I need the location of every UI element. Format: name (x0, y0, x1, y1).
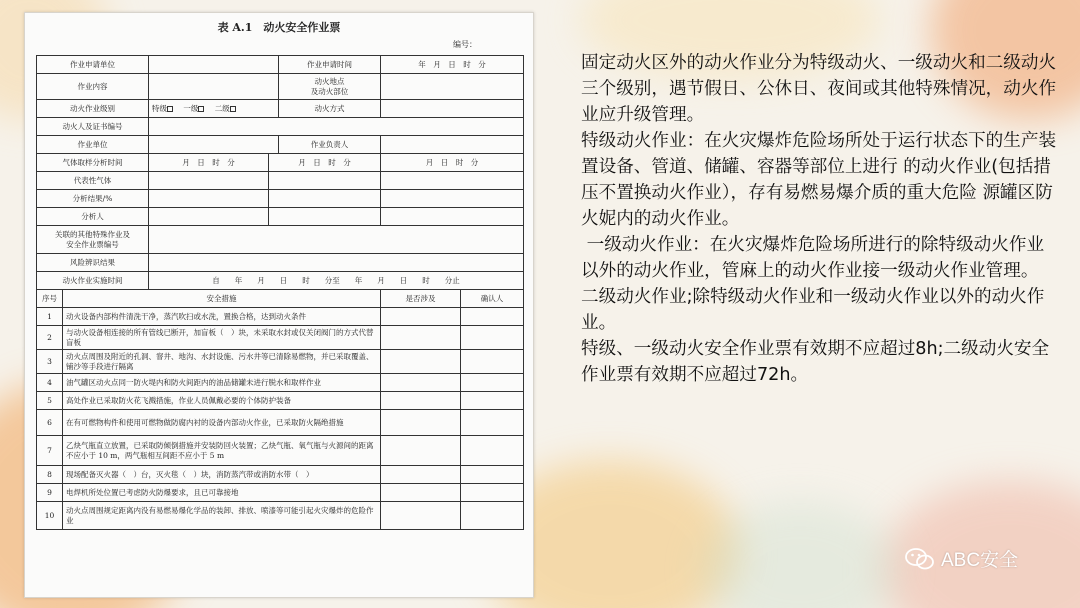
explanation-text (581, 50, 1061, 388)
permit-document (24, 12, 534, 598)
table-row: 8 现场配备灭火器（ ）台，灭火毯（ ）块，消防蒸汽带或消防水带（ ） (37, 466, 524, 484)
table-row: 风险辨识结果 (37, 254, 524, 272)
table-row: 4 油气罐区动火点同一防火堤内和防火间距内的油品储罐未进行脱水和取样作业 (37, 374, 524, 392)
bg-blob (880, 480, 1080, 608)
table-row: 动火作业实施时间 自 年 月 日 时 分至 年 月 日 时 分止 (37, 272, 524, 290)
paragraph-special: 特级动火作业：在火灾爆炸危险场所处于运行状态下的生产装置设备、管道、储罐、容器等部位上进行 的动火作业(包括措压不置换动火作业），存有易燃易爆介质的重大危险 源罐区防火妮内的动火作业。 (581, 131, 1057, 229)
table-header-row: 序号 安全措施 是否涉及 确认人 (37, 290, 524, 308)
table-row: 1 动火设备内部构件清洗干净，蒸汽吹扫或水洗，置换合格，达到动火条件 (37, 308, 524, 326)
permit-form-table (36, 55, 524, 530)
watermark-label: ABC安全 (941, 550, 1019, 571)
table-row: 9 电焊机所处位置已考虑防火防爆要求，且已可靠接地 (37, 484, 524, 502)
table-row: 10 动火点周围规定距离内没有易燃易爆化学品的装卸、排放、喷漆等可能引起火灾爆炸的危险作业 (37, 502, 524, 530)
wechat-icon (905, 548, 935, 570)
document-number-label: 编号： (453, 40, 477, 49)
table-row: 分析人 (37, 208, 524, 226)
table-row: 代表性气体 (37, 172, 524, 190)
measures-body (37, 308, 524, 530)
table-row: 关联的其他特殊作业及 安全作业票编号 (37, 226, 524, 254)
table-row: 作业申请单位 作业申请时间 年 月 日 时 分 (37, 56, 524, 74)
table-row: 动火作业级别 特级 一级 二级 动火方式 (37, 100, 524, 118)
checkbox-icon (167, 106, 173, 112)
table-row: 3 动火点周围及附近的孔洞、窨井、地沟、水封设施、污水井等已清除易燃物，并已采取覆盖、铺沙等手段进行隔离 (37, 350, 524, 374)
paragraph-validity: 特级、一级动火安全作业票有效期不应超过8h;二级动火安全作业票有效期不应超过72h。 (581, 339, 1050, 385)
table-row: 7 乙炔气瓶直立放置，已采取防倾倒措施并安装防回火装置；乙炔气瓶、氧气瓶与火源间的距离不应小于 10 m，两气瓶相互间距不应小于 5 m (37, 436, 524, 466)
paragraph-second-level: 二级动火作业;除特级动火作业和一级动火作业以外的动火作业。 (581, 287, 1045, 333)
checkbox-icon (198, 106, 204, 112)
table-row: 气体取样分析时间 月 日 时 分 月 日 时 分 月 日 时 分 (37, 154, 524, 172)
table-row: 动火人及证书编号 (37, 118, 524, 136)
document-title: 表 A.1 动火安全作业票 (217, 21, 341, 34)
table-row: 作业单位 作业负责人 (37, 136, 524, 154)
paragraph-levels: 固定动火区外的动火作业分为特级动火、一级动火和二级动火三个级别，遇节假日、公休日、夜间或其他特殊情况，动火作业应升级管理。 (581, 53, 1057, 125)
checkbox-icon (230, 106, 236, 112)
watermark (905, 545, 1018, 572)
table-row: 分析结果/% (37, 190, 524, 208)
level-checkboxes: 特级 一级 二级 (149, 100, 279, 118)
table-row: 2 与动火设备相连接的所有管线已断开，加盲板（ ）块，未采取水封或仅关闭阀门的方式代替盲板 (37, 326, 524, 350)
table-row: 6 在有可燃物构件和使用可燃物做防腐内衬的设备内部动火作业，已采取防火隔绝措施 (37, 410, 524, 436)
table-row: 作业内容 动火地点 及动火部位 (37, 74, 524, 100)
table-row: 5 高处作业已采取防火花飞溅措施，作业人员佩戴必要的个体防护装备 (37, 392, 524, 410)
paragraph-first-level: 一级动火作业：在火灾爆炸危险场所进行的除特级动火作业以外的动火作业，管麻上的动火作业接一级动火作业管理。 (581, 235, 1045, 281)
